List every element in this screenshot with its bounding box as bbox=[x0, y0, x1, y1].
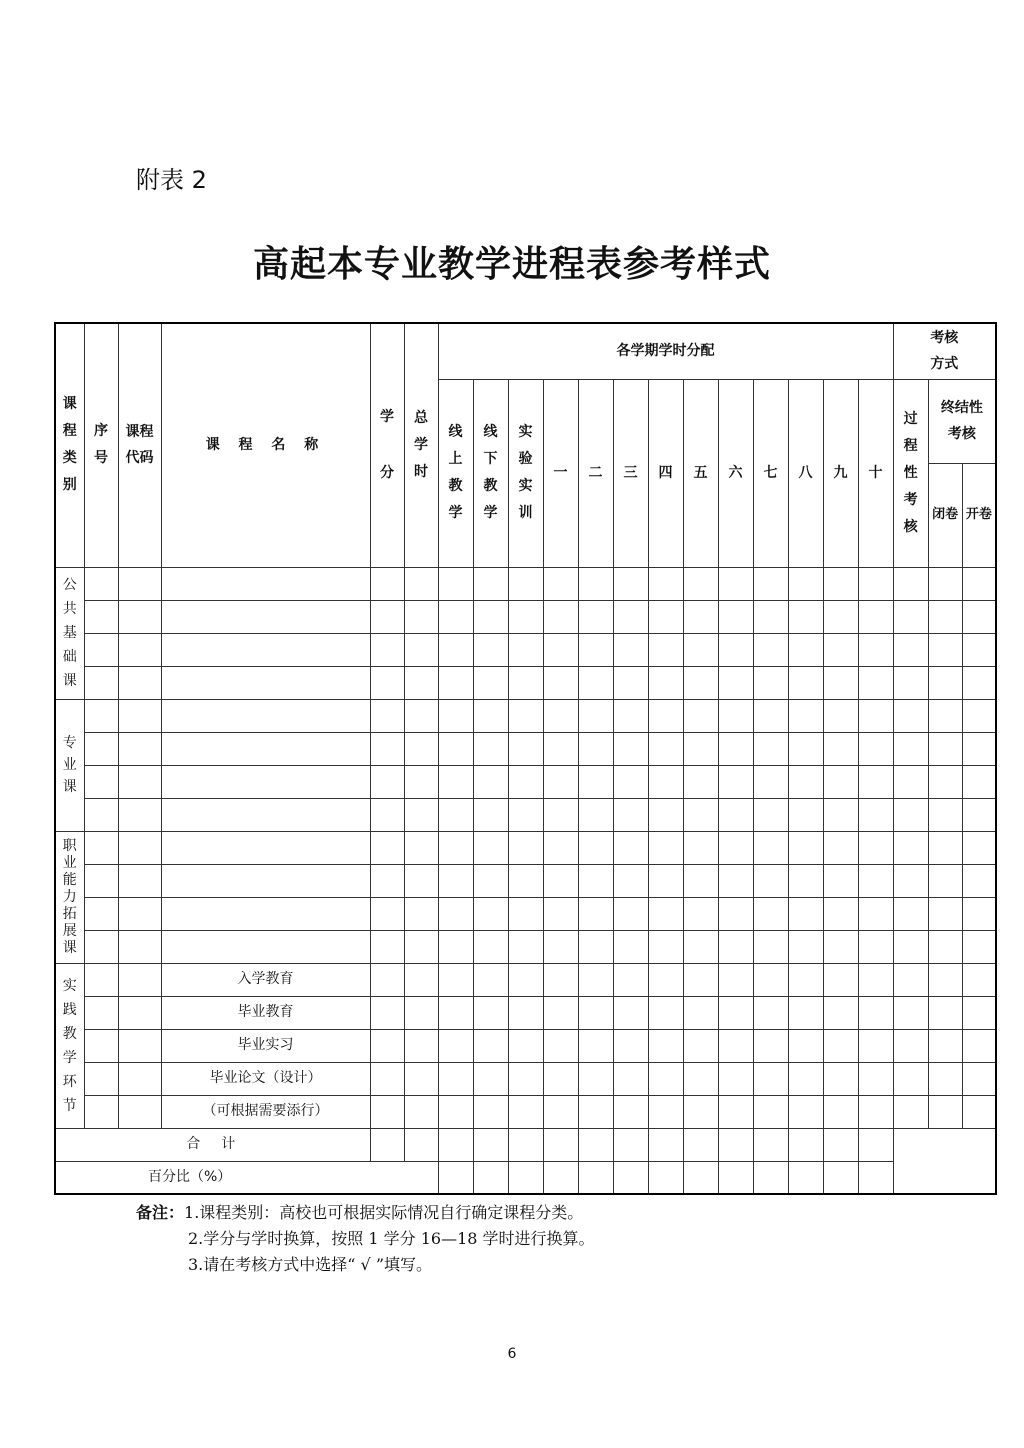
table-row bbox=[55, 699, 996, 732]
table-row bbox=[55, 1095, 996, 1128]
header-semester-2: 二 bbox=[578, 379, 613, 567]
category-major: 专业课 bbox=[55, 699, 84, 831]
header-process-assessment: 过程性考核 bbox=[893, 379, 928, 567]
header-seq: 序号 bbox=[84, 323, 118, 567]
table-row bbox=[55, 1029, 996, 1062]
header-lab: 实验实训 bbox=[508, 379, 543, 567]
total-row bbox=[55, 1128, 996, 1161]
note-item: 2.学分与学时换算，按照 1 学分 16—18 学时进行换算。 bbox=[188, 1229, 595, 1248]
header-semester-3: 三 bbox=[613, 379, 648, 567]
header-semester-4: 四 bbox=[648, 379, 683, 567]
table-row bbox=[55, 930, 996, 963]
practice-item: 毕业论文（设计） bbox=[161, 1062, 370, 1095]
page-number: 6 bbox=[507, 1346, 517, 1362]
appendix-label: 附表 2 bbox=[136, 166, 207, 194]
category-public: 公共基础课 bbox=[55, 567, 84, 699]
notes bbox=[136, 1200, 595, 1278]
header-semester-7: 七 bbox=[753, 379, 788, 567]
page-title: 高起本专业教学进程表参考样式 bbox=[252, 243, 771, 285]
table-row bbox=[55, 666, 996, 699]
category-practice: 实践教学环节 bbox=[55, 963, 84, 1128]
header-semester-6: 六 bbox=[718, 379, 753, 567]
note-item: 1.课程类别：高校也可根据实际情况自行确定课程分类。 bbox=[184, 1203, 584, 1222]
practice-item: 入学教育 bbox=[161, 963, 370, 996]
percent-row bbox=[55, 1161, 996, 1194]
table-row bbox=[55, 600, 996, 633]
header-closed-book: 闭卷 bbox=[928, 463, 962, 567]
table-row bbox=[55, 765, 996, 798]
header-name: 课 程 名 称 bbox=[161, 323, 370, 567]
table-row bbox=[55, 633, 996, 666]
header-open-book: 开卷 bbox=[962, 463, 996, 567]
header-category: 课程类别 bbox=[55, 323, 84, 567]
header-offline: 线下教学 bbox=[473, 379, 508, 567]
header-semester-5: 五 bbox=[683, 379, 718, 567]
table-row bbox=[55, 831, 996, 864]
header-total-hours: 总学时 bbox=[404, 323, 438, 567]
table-row bbox=[55, 798, 996, 831]
header-code: 课程代码 bbox=[118, 323, 161, 567]
header-semester-9: 九 bbox=[823, 379, 858, 567]
table-row bbox=[55, 963, 996, 996]
note-item: 3.请在考核方式中选择“ √ ”填写。 bbox=[188, 1255, 432, 1274]
header-assessment: 考核方式 bbox=[893, 323, 996, 379]
total-label: 合 计 bbox=[55, 1128, 370, 1161]
practice-item: （可根据需要添行） bbox=[161, 1095, 370, 1128]
table-row bbox=[55, 1062, 996, 1095]
header-semester-10: 十 bbox=[858, 379, 893, 567]
table-row bbox=[55, 567, 996, 600]
notes-label: 备注： bbox=[136, 1203, 185, 1222]
header-semester-8: 八 bbox=[788, 379, 823, 567]
teaching-schedule-table bbox=[54, 322, 997, 1195]
header-online: 线上教学 bbox=[438, 379, 473, 567]
header-final-assessment: 终结性考核 bbox=[928, 379, 996, 463]
category-career: 职业能力拓展课 bbox=[55, 831, 84, 963]
table-row bbox=[55, 864, 996, 897]
practice-item: 毕业教育 bbox=[161, 996, 370, 1029]
table-row bbox=[55, 732, 996, 765]
header-credit: 学分 bbox=[370, 323, 404, 567]
header-semester-1: 一 bbox=[543, 379, 578, 567]
header-semester-group: 各学期学时分配 bbox=[438, 323, 893, 379]
table-row bbox=[55, 996, 996, 1029]
table-row bbox=[55, 897, 996, 930]
practice-item: 毕业实习 bbox=[161, 1029, 370, 1062]
percent-label: 百分比（%） bbox=[55, 1161, 438, 1194]
